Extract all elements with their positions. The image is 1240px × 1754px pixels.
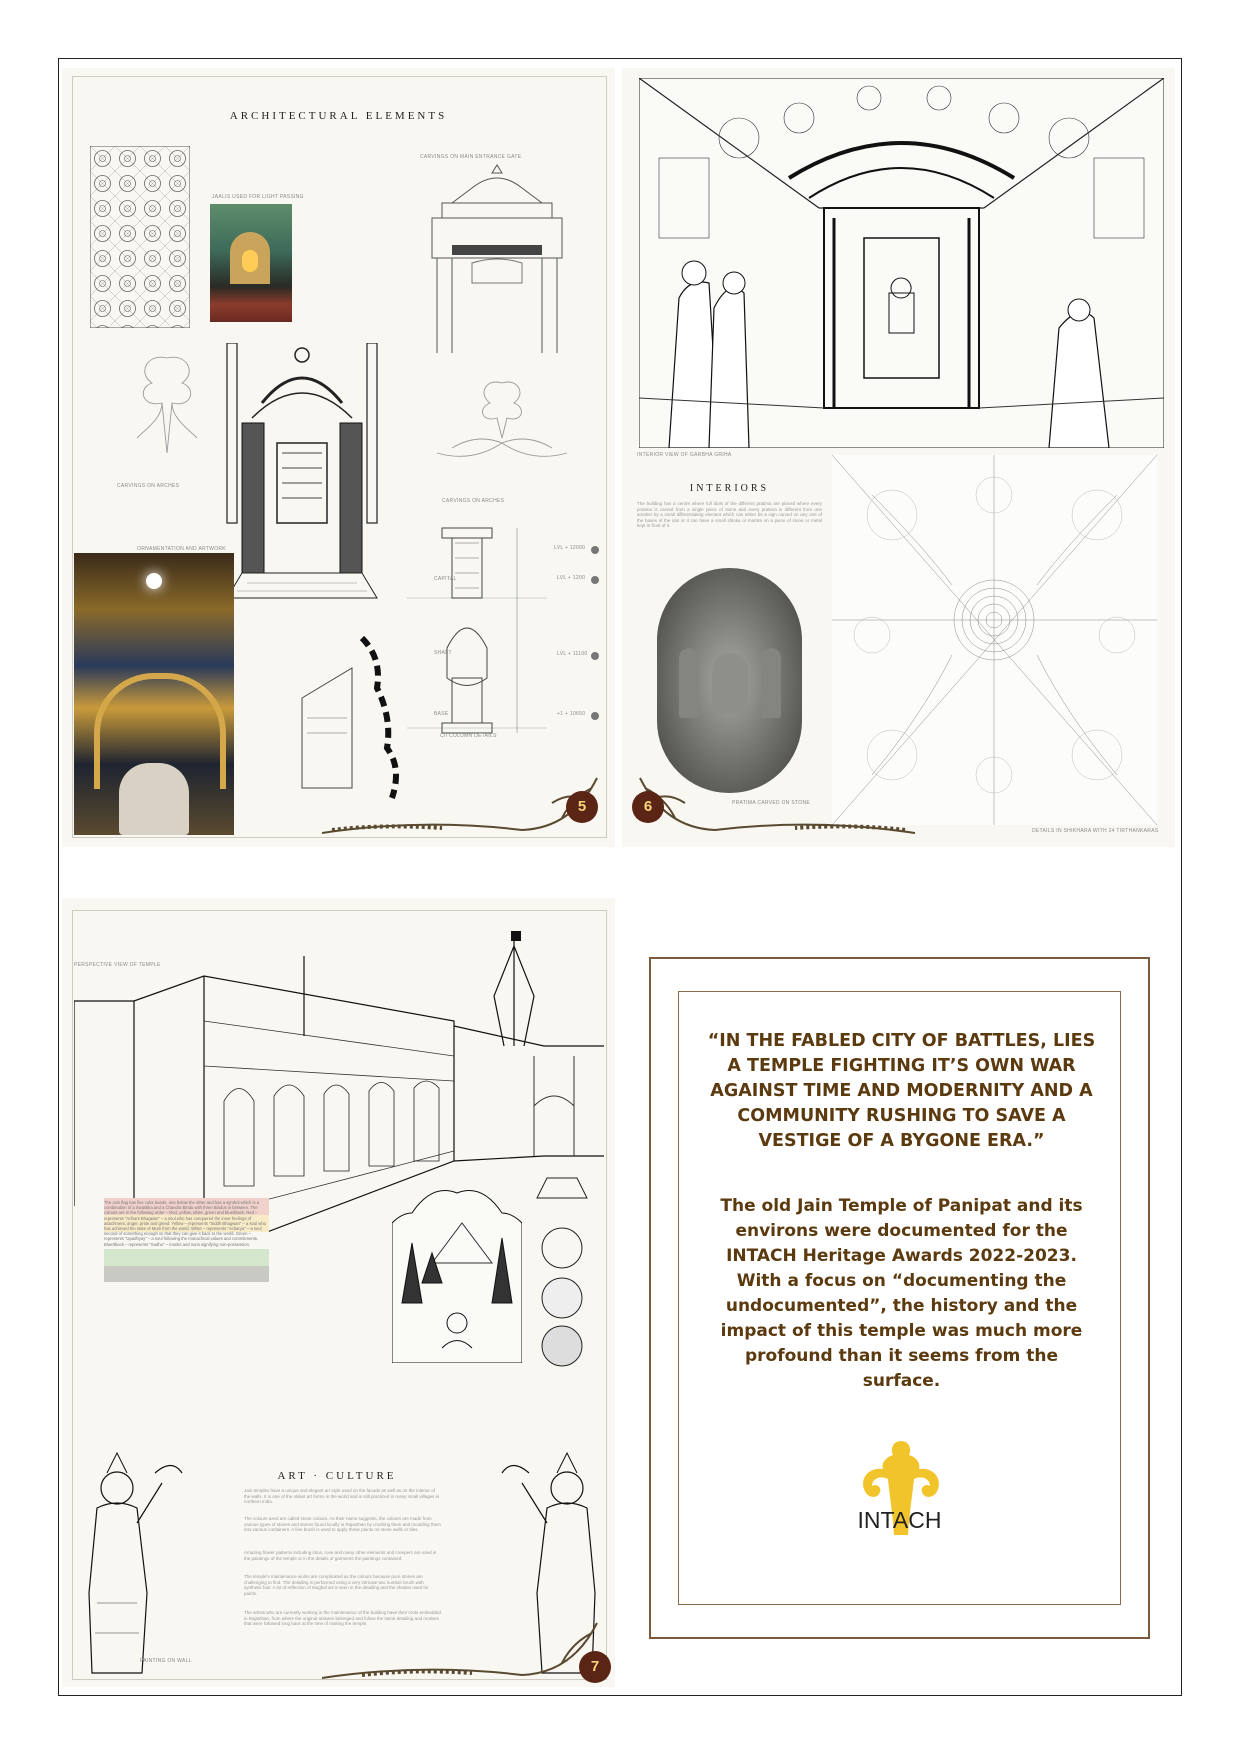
- jaali-photo: [210, 204, 292, 322]
- page-5-number-badge: 5: [566, 791, 598, 823]
- shaft-label: SHAFT: [434, 650, 452, 656]
- page-5-floral-ornament: [322, 758, 607, 838]
- column-details-drawing: [407, 518, 607, 758]
- painting-caption: PAINTING ON WALL: [140, 1658, 192, 1664]
- quote-heading: “IN THE FABLED CITY OF BATTLES, LIES A TEMPLE FIGHTING IT’S OWN WAR AGAINST TIME AND MODERNITY AND A COMMUNITY RUSHING TO SAVE A VESTIGE OF A BYGONE ERA.”: [707, 1031, 1096, 1151]
- page-7-floral-ornament: [322, 1603, 607, 1683]
- perspective-caption: PERSPECTIVE VIEW OF TEMPLE: [74, 962, 161, 968]
- ornamentation-photo-lamp: [146, 573, 162, 589]
- page-6-interiors: [622, 68, 1175, 847]
- landscape-painting-drawing: [392, 1183, 522, 1363]
- deity-painting-left: [77, 1443, 187, 1678]
- page-5-title: ARCHITECTURAL ELEMENTS: [229, 110, 448, 122]
- jaalis-label: JAALIS USED FOR LIGHT PASSING: [212, 194, 304, 200]
- column-details-label: C/I COLUMN DETAILS: [440, 733, 497, 739]
- art-culture-paragraph-1: Jain temples have a unique and elegant art style used on the facade as well as on the interior of the walls. It is one of the oldest art forms in the world and is still practiced in many small villages in northern India.: [244, 1488, 440, 1504]
- flag-band-green: [104, 1249, 269, 1266]
- pratima-seated-figure: [712, 653, 748, 713]
- arch-carving-right-drawing: [432, 378, 572, 468]
- lvl-label-2: LVL + 1200: [557, 575, 586, 581]
- garbha-griha-interior-drawing: [639, 78, 1164, 448]
- lvl-label-4: +1 + 10650: [557, 711, 586, 717]
- page-5-architectural-elements: [62, 68, 615, 847]
- ornamentation-label: ORNAMENTATION AND ARTWORK: [137, 546, 226, 552]
- page-6-number-badge: 6: [632, 791, 664, 823]
- carvings-arches-left-label: CARVINGS ON ARCHES: [117, 483, 180, 489]
- carvings-arches-right-label: CARVINGS ON ARCHES: [442, 498, 505, 504]
- arch-carving-left-drawing: [117, 348, 217, 458]
- art-culture-paragraph-4: The temple's maintenance works are complicated as the colours because pure stones are challenging to find. The detailing is performed using a very intricate two number brush with synthetic hair. A lot of reflection of Mughal art is seen in the detailing and the shades used for paints.: [244, 1574, 429, 1596]
- jaali-photo-flame: [242, 250, 258, 272]
- base-label: BASE: [434, 711, 449, 717]
- quote-body-text: The old Jain Temple of Panipat and its environs were documented for the INTACH Heritage Awards 2022-2023. With a focus on “documenting the undocumented”, the history and the impact of this temple was much more profound than it seems from the surface.: [720, 1196, 1083, 1391]
- carvings-gate-label: CARVINGS ON MAIN ENTRANCE GATE: [420, 154, 522, 160]
- page-7-title: ART · CULTURE: [277, 1470, 397, 1482]
- quote-panel: [649, 957, 1150, 1639]
- intach-logo-text: INTACH: [857, 1507, 942, 1533]
- pratima-figure-right: [761, 648, 781, 718]
- lvl-label-1: LVL + 12000: [554, 545, 586, 551]
- page-7-art-culture: [62, 898, 615, 1687]
- entrance-gate-drawing: [412, 163, 582, 353]
- art-culture-paragraph-3: Amazing flower patterns including lotus, rose and many other elements and creepers are used in the paintings of the temple or in the details of garments the paintings contained.: [244, 1550, 437, 1561]
- art-culture-paragraph-5: The artists who are currently working in the maintenance of the building have their roots embedded in Rajasthan, from where the original artisans belonged and follow the same detailing and motives that were followed long back at the time of making the temple.: [244, 1610, 441, 1626]
- ornamentation-photo: [74, 553, 234, 835]
- medallion-drawings: [532, 1168, 592, 1368]
- lvl-label-3: LVL + 11100: [557, 651, 588, 657]
- page-6-title: INTERIORS: [689, 483, 770, 494]
- pratima-caption: PRATIMA CARVED ON STONE: [732, 800, 811, 806]
- jaali-pattern-drawing: [90, 146, 190, 328]
- capital-label: CAPITAL: [434, 576, 457, 582]
- interior-caption: INTERIOR VIEW OF GARBHA GRIHA: [637, 452, 732, 458]
- pratima-figure-left: [679, 648, 699, 718]
- art-culture-paragraph-2: The colours used are called stone colours. As their name suggests, the colours are made from various types of stones and stones found locally in Rajasthan by crushing them and moulding them into various containers. A fine brush is used to apply these paints on stone walls or tiles.: [244, 1516, 441, 1532]
- flag-band-blue: [104, 1266, 269, 1282]
- shrine-canopy-drawing: [222, 343, 382, 603]
- shikhara-caption: DETAILS IN SHIKHARA WITH 24 TIRTHANKARAS: [1032, 828, 1159, 834]
- ornamentation-photo-idol: [119, 763, 189, 835]
- page-6-floral-ornament: [630, 758, 915, 838]
- jain-flag-text: The Jain flag has five color bands, one below the other and has a symbol which is a combination of a Swastika and a Chandra Bindu with three Bindus in between. The colours are in the following order – Red, yellow, white, green and blue/black. Red – represents "Arihant Bhagwan" – a soul who has conquered the inner feelings of attachment, anger, pride and greed. Yellow – represents "Siddh Bhagwan" – a soul who has achieved the state of Murti from the world. White – represents "Acharya" – a soul second of something enough so that they can give it back to the world. Green – represents "Upadhyay" – a soul following the monachical values and commitments. Blue/Black – represents "Sadhu" – monks and nuns signifying non-possession.: [104, 1200, 266, 1247]
- interiors-body-text: The building has a centre where full idols of the different pratima are placed where every pratima is carved from a single piece of stone and every pratima is different from one another by a small differentiating element which can either be a sign carved on any one of the bases of the idol or it can have a small shloka or mantra on a piece of stone or metal kept in front of it.: [637, 501, 822, 528]
- page-7-number-badge: 7: [579, 1651, 611, 1683]
